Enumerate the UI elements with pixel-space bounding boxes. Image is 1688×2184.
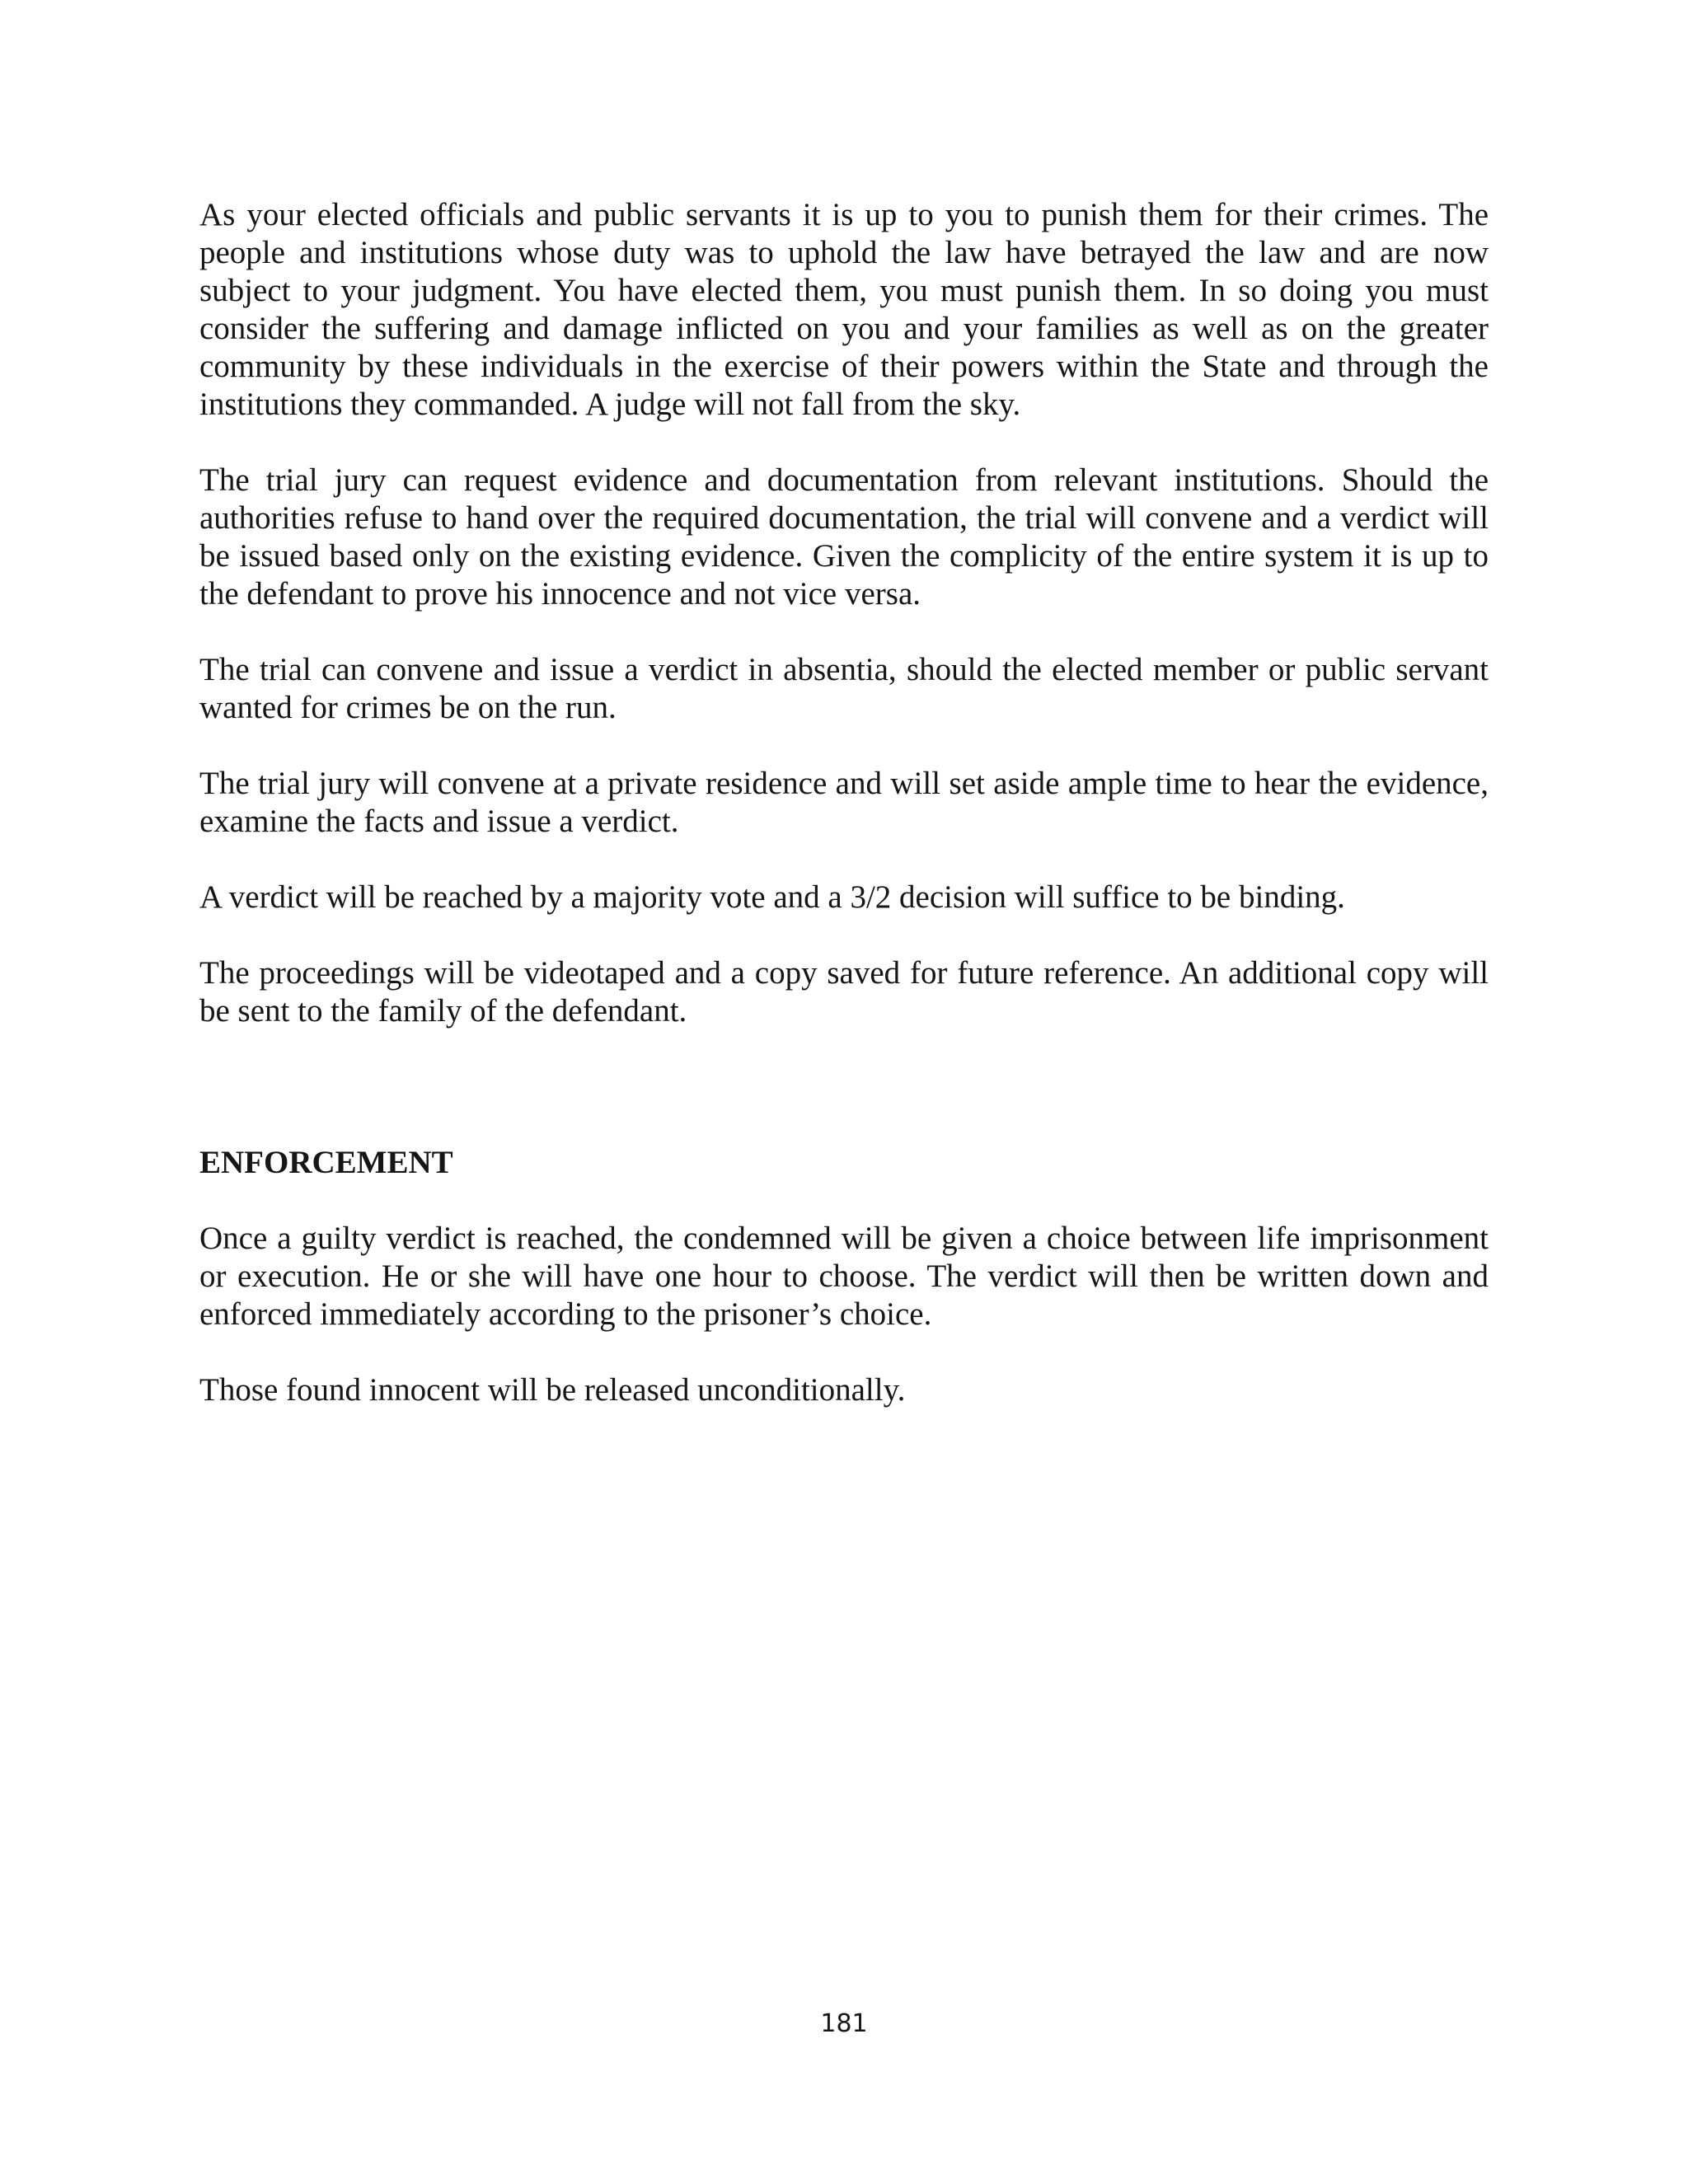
paragraph-videotaped: The proceedings will be videotaped and a copy saved for future reference. An additional copy will be sent to the family of the defendant. bbox=[199, 955, 1489, 1029]
paragraph-guilty-verdict: Once a guilty verdict is reached, the condemned will be given a choice between life imprisonment or execution. He or she will have one hour to choose. The verdict will then be written down and enforced immediately according to the prisoner’s choice. bbox=[199, 1221, 1489, 1332]
paragraph-private-residence: The trial jury will convene at a private residence and will set aside ample time to hear the evidence, examine the facts and issue a verdict. bbox=[199, 766, 1489, 839]
page-body bbox=[199, 196, 1489, 1447]
paragraph-in-absentia: The trial can convene and issue a verdict in absentia, should the elected member or public servant wanted for crimes be on the run. bbox=[199, 652, 1489, 725]
page-number: 181 bbox=[820, 2009, 868, 2038]
paragraph-majority-vote: A verdict will be reached by a majority vote and a 3/2 decision will suffice to be binding. bbox=[199, 879, 1345, 915]
paragraph-innocent-released: Those found innocent will be released unconditionally. bbox=[199, 1372, 906, 1408]
paragraph-punish-officials: As your elected officials and public servants it is up to you to punish them for their crimes. The people and institutions whose duty was to uphold the law have betrayed the law and are now subject to your judgment. You have elected them, you must punish them. In so doing you must consider the suffering and damage inflicted on you and your families as well as on the greater community by these individuals in the exercise of their powers within the State and through the institutions they commanded. A judge will not fall from the sky. bbox=[199, 197, 1489, 422]
paragraph-evidence-request: The trial jury can request evidence and documentation from relevant institutions. Should the authorities refuse to hand over the required documentation, the trial will convene and a verdict will be issued based only on the existing evidence. Given the complicity of the entire system it is up to the defendant to prove his innocence and not vice versa. bbox=[199, 462, 1489, 612]
section-heading-enforcement: ENFORCEMENT bbox=[199, 1145, 453, 1180]
